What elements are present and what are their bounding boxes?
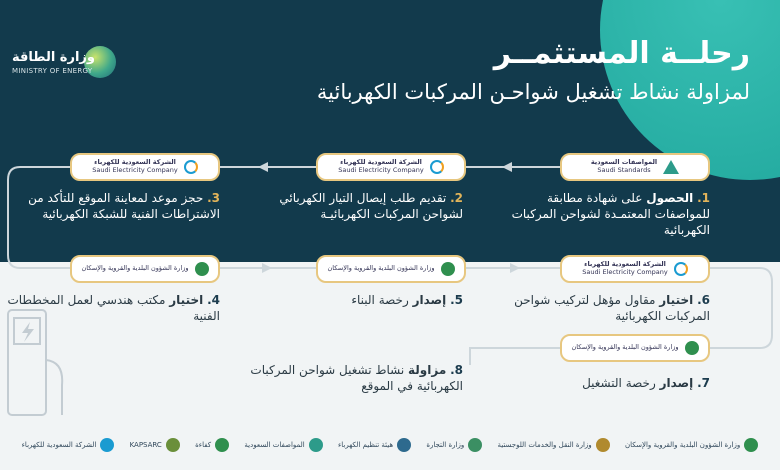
momrah-icon [685, 341, 699, 355]
sec-pill-6: الشركة السعودية للكهرباء Saudi Electricity Company [560, 255, 710, 283]
momrah-icon [195, 262, 209, 276]
sec-icon [674, 262, 688, 276]
momrah-pill-4: وزارة الشؤون البلدية والقروية والإسكان [70, 255, 220, 283]
page-title: رحلــة المستثمــر [493, 36, 750, 71]
footer-logo-5: هيئة تنظيم الكهرباء [338, 438, 411, 452]
footer-logo-1: الشركة السعودية للكهرباء [22, 438, 115, 452]
saudi-standards-pill: المواصفات السعودية Saudi Standards [560, 153, 710, 181]
footer-logo-3: كفاءة [195, 438, 229, 452]
saudi-standards-icon [663, 160, 679, 174]
step-6: 6. اختيار مقاول مؤهل لتركيب شواحن المركبات الكهربائية [514, 293, 710, 324]
step-8: 8. مزاولة نشاط تشغيل شواحن المركبات الكهربائية في الموقع [250, 363, 463, 394]
ev-charger-icon [0, 300, 70, 420]
sec-icon [184, 160, 198, 174]
partner-logos [0, 420, 780, 470]
step-3: 3. حجز موعد لمعاينة الموقع للتأكد من الاشتراطات الفنية للشبكة الكهربائية [28, 191, 220, 222]
step-4: 4. اختيار مكتب هندسي لعمل المخططات الفنية [7, 293, 220, 324]
momrah-icon [441, 262, 455, 276]
momrah-pill-5: وزارة الشؤون البلدية والقروية والإسكان [316, 255, 466, 283]
step-2: 2. تقديم طلب إيصال التيار الكهربائي لشواحن المركبات الكهربائيـة [279, 191, 463, 222]
step-1: 1. الحصول على شهادة مطابقة للمواصفات المعتمـدة لشواحن المركبات الكهربائية [511, 191, 710, 238]
momrah-pill-7: وزارة الشؤون البلدية والقروية والإسكان [560, 334, 710, 362]
sec-pill-3: الشركة السعودية للكهرباء Saudi Electricity Company [70, 153, 220, 181]
footer-logo-2: KAPSARC [130, 438, 180, 452]
footer-logo-4: المواصفات السعودية [244, 438, 322, 452]
ministry-name-en: MINISTRY OF ENERGY [12, 67, 93, 75]
sec-icon [430, 160, 444, 174]
footer-logo-8: وزارة الشؤون البلدية والقروية والإسكان [625, 438, 758, 452]
page-subtitle: لمزاولة نشاط تشغيل شواحـن المركبات الكهربائية [316, 80, 750, 104]
footer-logo-6: وزارة التجارة [426, 438, 482, 452]
step-5: 5. إصدار رخصة البناء [351, 293, 463, 307]
sec-pill-2: الشركة السعودية للكهرباء Saudi Electricity Company [316, 153, 466, 181]
ministry-name-ar: وزارة الطاقة [12, 50, 95, 65]
step-7: 7. إصدار رخصة التشغيل [582, 376, 710, 390]
footer-logo-7: وزارة النقل والخدمات اللوجستية [498, 438, 610, 452]
